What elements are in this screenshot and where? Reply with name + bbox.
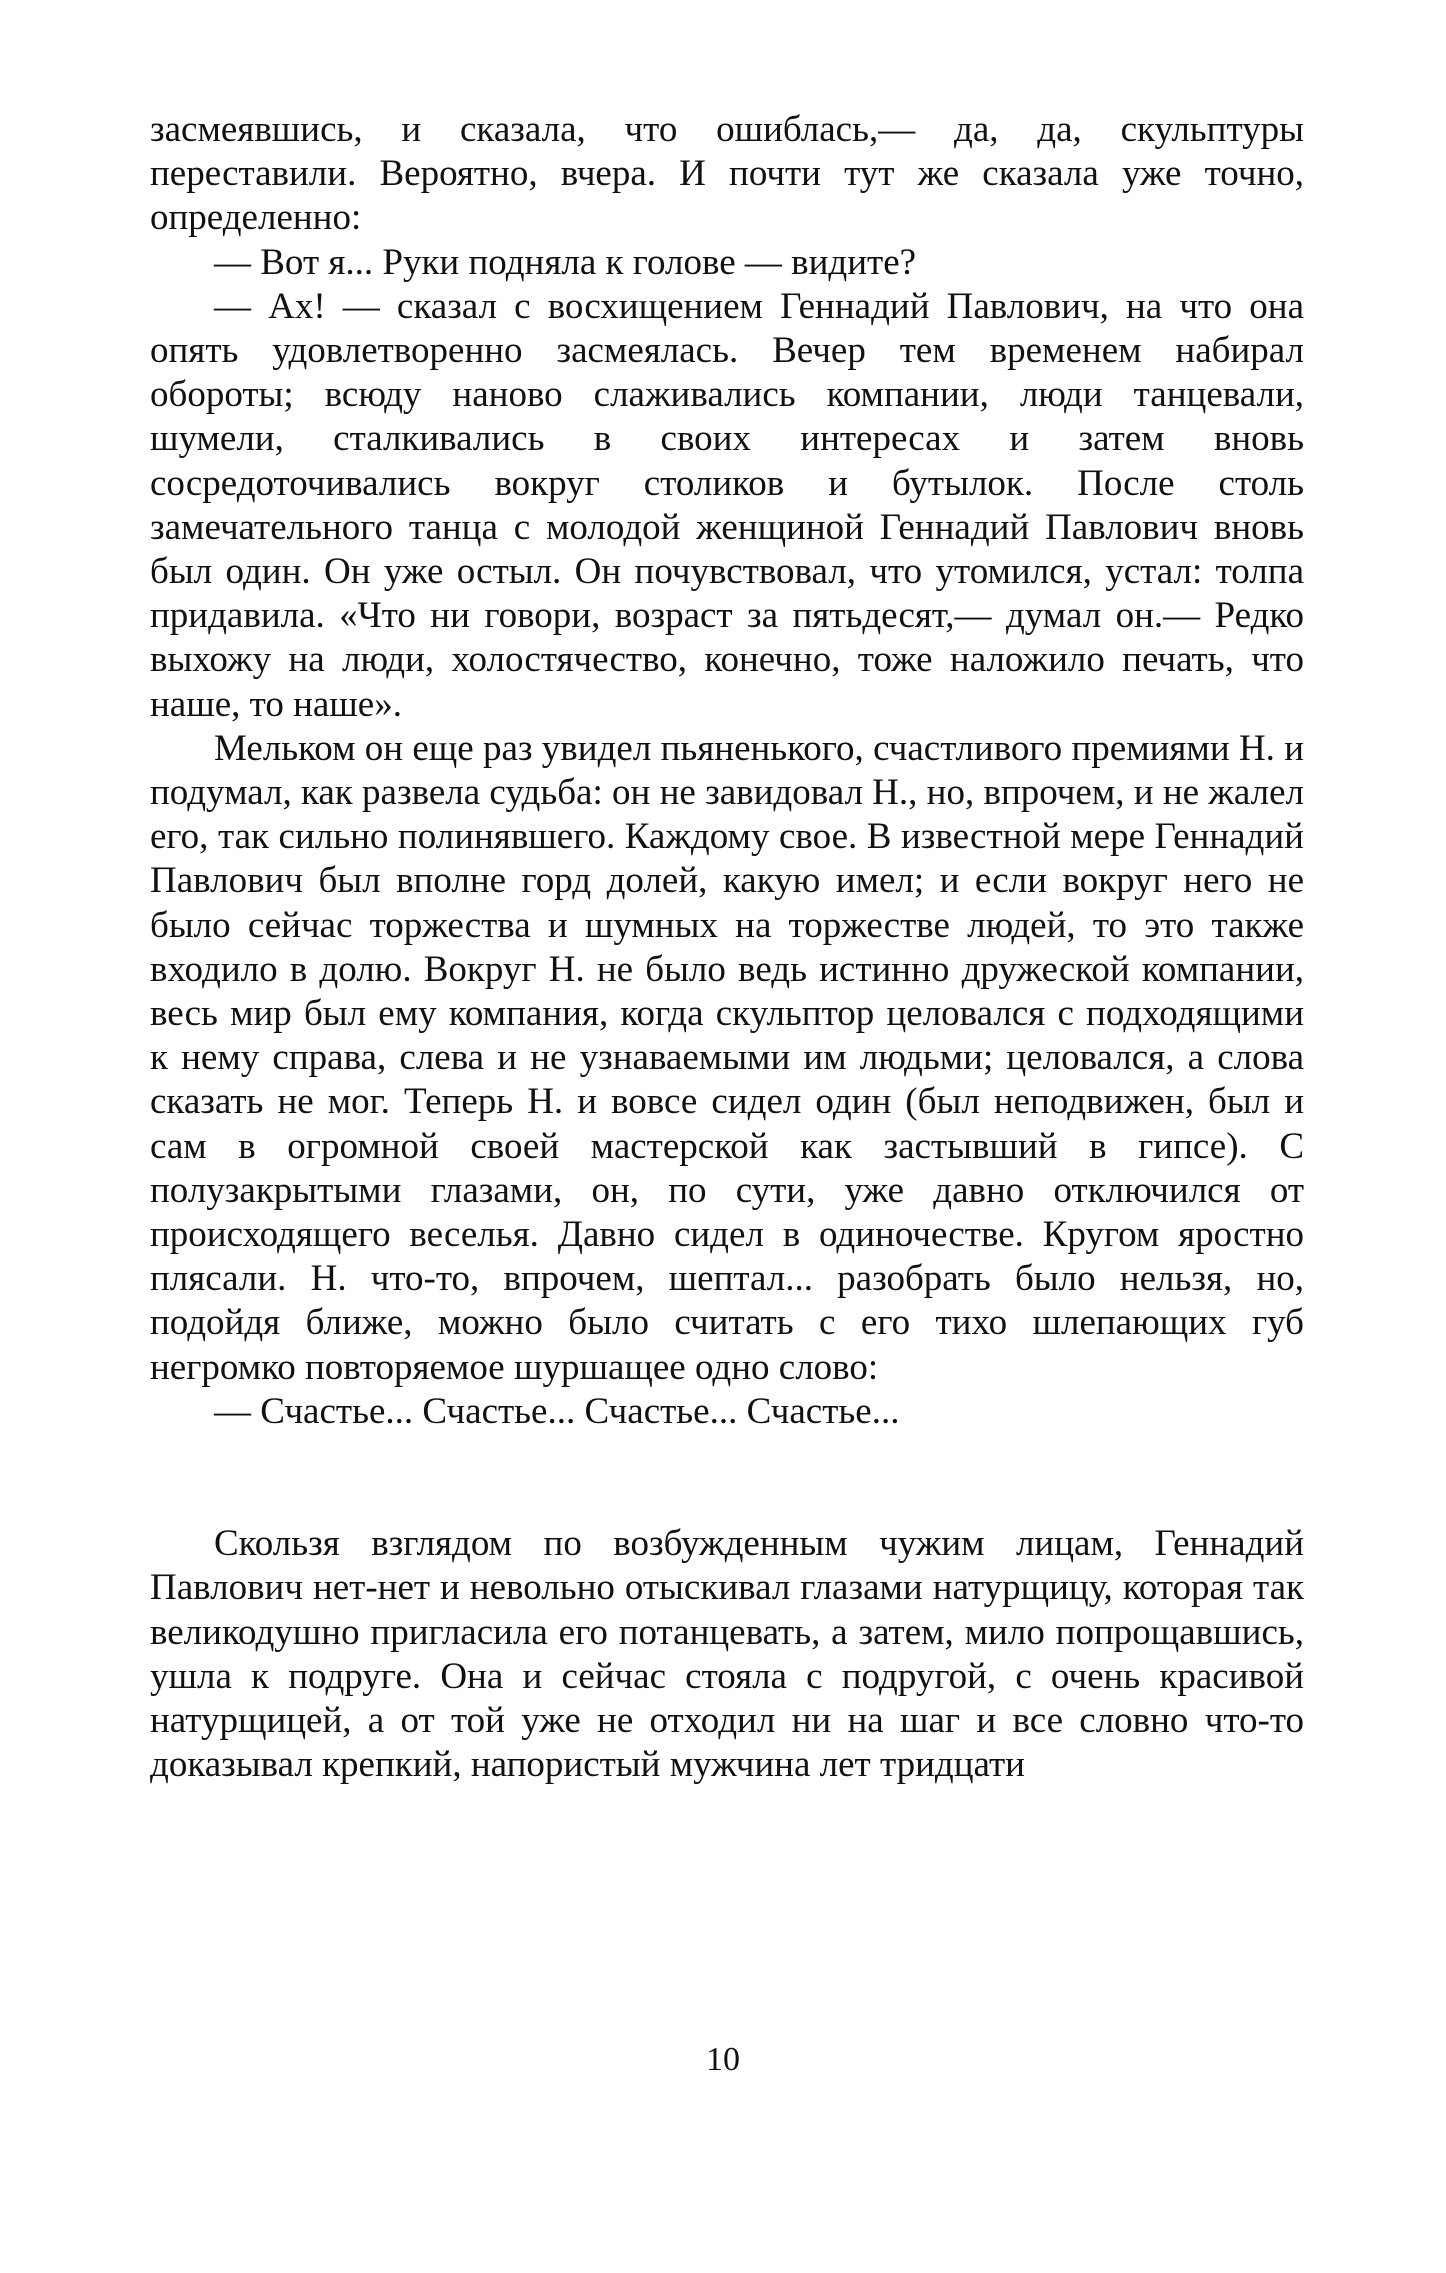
paragraph-continuation: засмеявшись, и сказала, что ошиблась,— да, да, скульптуры переставили. Вероятно, вчера. И почти тут же сказала уже точно, определенно: <box>150 109 1304 239</box>
dialogue-line: — Счастье... Счастье... Счастье... Счастье... <box>214 1390 900 1432</box>
paragraph: Мельком он еще раз увидел пьяненького, счастливого премиями Н. и подумал, как развела судьба: он не завидовал Н., но, впрочем, и не жалел его, так сильно полинявшего. Каждому свое. В известной мере Геннадий Павлович был вполне горд долей, какую имел; и если вокруг него не было сейчас торжества и шумных на торжестве людей, то это также входило в долю. Вокруг Н. не было ведь истинно дружеской компании, весь мир был ему компания, когда скульптор целовался с подходящими к нему справа, слева и не узнаваемыми им людьми; целовался, а слова сказать не мог. Теперь Н. и вовсе сидел один (был неподвижен, был и сам в огромной своей мастерской как застывший в гипсе). С полузакрытыми глазами, он, по сути, уже давно отключился от происходящего веселья. Давно сидел в одиночестве. Кругом яростно плясали. Н. что-то, впрочем, шептал... разобрать было нельзя, но, подойдя ближе, можно было считать с его тихо шлепающих губ негромко повторяемое шуршащее одно слово: <box>150 727 1304 1388</box>
page-body <box>150 108 1304 1787</box>
paragraph: — Ах! — сказал с восхищением Геннадий Павлович, на что она опять удовлетворенно засмеялась. Вечер тем временем набирал обороты; всюду наново слаживались компании, люди танцевали, шумели, сталкивались в своих интересах и затем вновь сосредоточивались вокруг столиков и бутылок. После столь замечательного танца с молодой женщиной Геннадий Павлович вновь был один. Он уже остыл. Он почувствовал, что утомился, устал: толпа придавила. «Что ни говори, возраст за пятьдесят,— думал он.— Редко выхожу на люди, холостячество, конечно, тоже наложило печать, что наше, то наше». <box>150 285 1304 725</box>
page-number: 10 <box>706 2041 740 2078</box>
paragraph: Скользя взглядом по возбужденным чужим лицам, Геннадий Павлович нет-нет и невольно отыскивал глазами натурщицу, которая так великодушно пригласила его потанцевать, а затем, мило попрощавшись, ушла к подруге. Она и сейчас стояла с подругой, с очень красивой натурщицей, а от той уже не отходил ни на шаг и все словно что-то доказывал крепкий, напористый мужчина лет тридцати <box>150 1523 1304 1786</box>
dialogue-line: — Вот я... Руки подняла к голове — видите? <box>214 241 917 283</box>
section-break <box>150 1434 1304 1522</box>
